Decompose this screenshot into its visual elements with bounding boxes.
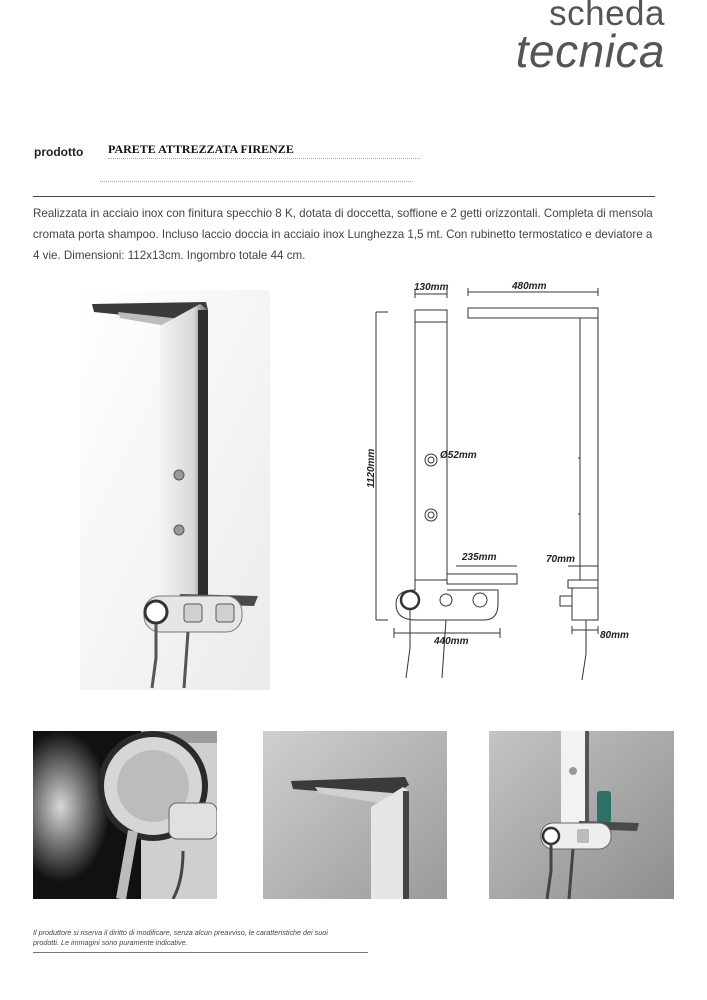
product-label: prodotto <box>34 145 84 159</box>
photo-showerhead <box>263 731 447 899</box>
dim-jet-diameter: Ø52mm <box>440 450 477 461</box>
dim-height: 1120mm <box>366 448 377 488</box>
dotted-line-2 <box>100 181 413 182</box>
dim-base-depth: 80mm <box>600 630 629 641</box>
header-scheda: scheda <box>549 0 665 33</box>
dim-base-width: 440mm <box>434 636 469 647</box>
dim-head-length: 480mm <box>512 281 547 292</box>
disclaimer <box>33 928 393 948</box>
disclaimer-line-2: prodotti. Le immagini sono puramente indicative. <box>33 938 188 947</box>
header-tecnica: tecnica <box>515 25 665 77</box>
bottom-rule <box>33 952 368 953</box>
photo-panel-installed <box>489 731 674 899</box>
dim-depth-top: 130mm <box>414 282 449 293</box>
dotted-line-1 <box>108 158 420 159</box>
product-photo-main <box>80 290 270 690</box>
technical-drawing <box>360 278 650 688</box>
top-rule <box>33 196 655 197</box>
dim-shelf-depth: 70mm <box>546 554 575 565</box>
product-name: PARETE ATTREZZATA FIRENZE <box>108 142 294 156</box>
dim-shelf-width: 235mm <box>462 552 497 563</box>
product-description: Realizzata in acciaio inox con finitura specchio 8 K, dotata di doccetta, soffione e 2 getti orizzontali. Completa di mensola cromata porta shampoo. Incluso laccio doccia in acciaio inox Lunghezza 1,5 mt. Con rubinetto termostatico e deviatore a 4 vie. Dimensioni: 112x13cm. Ingombro totale 44 cm. <box>33 207 653 262</box>
disclaimer-line-1: Il produttore si riserva il diritto di modificare, senza alcun preavviso, le caratteristiche dei suoi <box>33 928 328 937</box>
photo-detail-mixer <box>33 731 217 899</box>
